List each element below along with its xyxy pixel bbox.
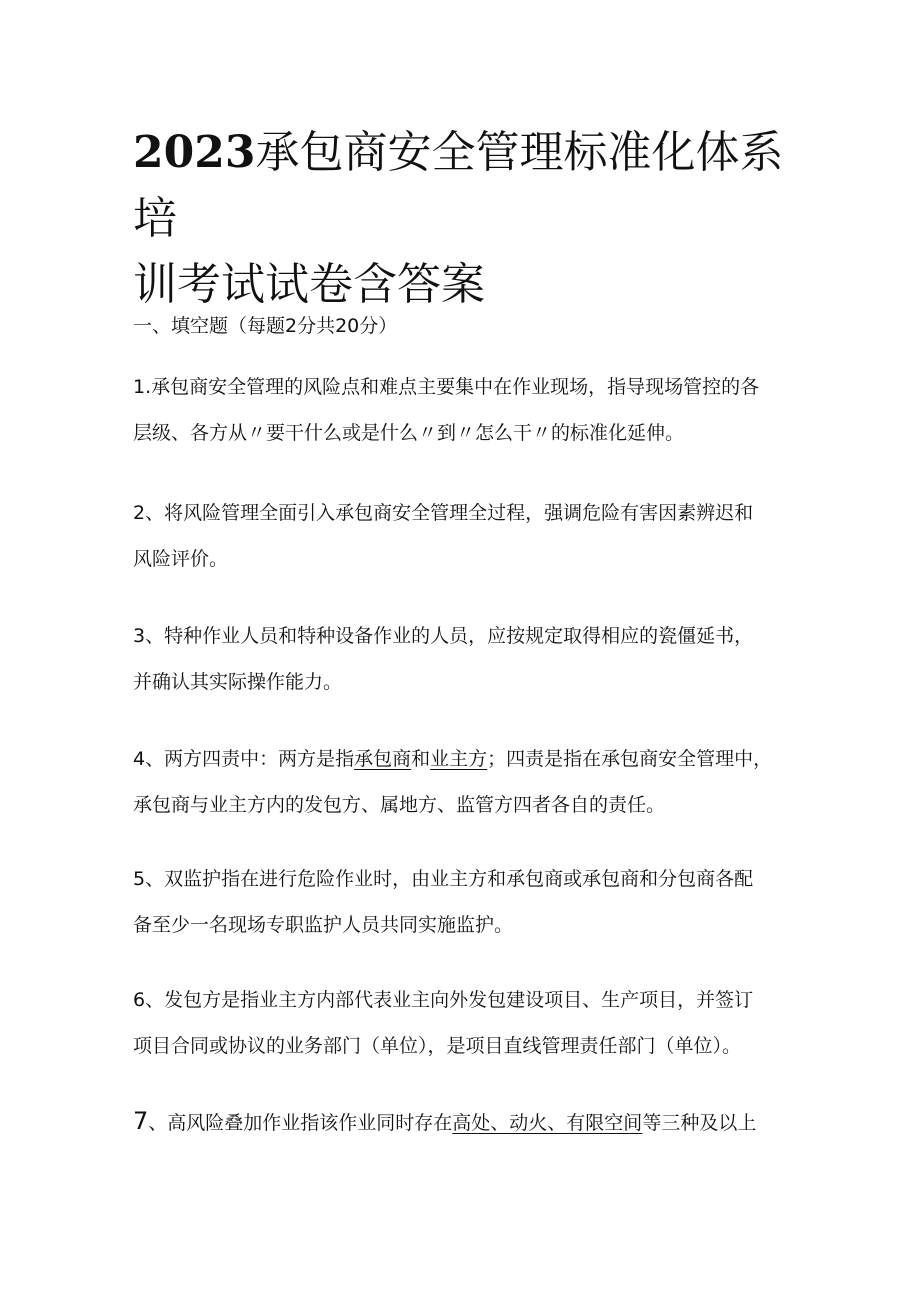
answer-blank-owner: 业主方: [430, 748, 488, 770]
question-6-line-2: 项目合同或协议的业务部门（单位），是项目直线管理责任部门（单位）。: [133, 1035, 742, 1057]
section-heading: 一、填空题（每题2分共20分）: [133, 315, 398, 337]
question-2: [133, 490, 813, 582]
question-6-line-1: 6、发包方是指业主方内部代表业主向外发包建设项目、生产项目，并签订: [133, 989, 754, 1011]
question-4-text-c: ；四责是指在承包商安全管理中，: [487, 748, 773, 770]
answer-blank-contractor: 承包商: [354, 748, 412, 770]
question-7: [133, 1098, 813, 1146]
question-2-line-2: 风险评价。: [133, 548, 229, 570]
question-1: [133, 364, 813, 456]
question-2-line-1: 2、将风险管理全面引入承包商安全管理全过程，强调危险有害因素辨迟和: [133, 502, 754, 524]
question-5: [133, 856, 813, 948]
question-4-line-1: [133, 736, 813, 782]
document-title: [133, 120, 813, 318]
question-3-line-2: 并确认其实际操作能力。: [133, 671, 343, 693]
question-1-line-2: 层级、各方从〃要干什么或是什么〃到〃怎么干〃的标准化延伸。: [133, 422, 685, 444]
question-4-text-b: 和: [411, 748, 431, 770]
question-4: [133, 736, 813, 828]
question-1-line-1: 1.承包商安全管理的风险点和难点主要集中在作业现场，指导现场管控的各: [133, 376, 760, 398]
title-year: 2023: [133, 127, 256, 178]
title-line2: 训考试试卷含答案: [133, 259, 485, 310]
question-7-text-a: 、高风险叠加作业指该作业同时存在: [148, 1112, 453, 1134]
question-5-line-2: 备至少一名现场专职监护人员共同实施监护。: [133, 914, 514, 936]
question-7-number: 7: [133, 1107, 149, 1135]
question-4-text-a: 4、两方四责中：两方是指: [133, 748, 355, 770]
answer-blank-hazards: 高处、动火、有限空间: [452, 1112, 643, 1134]
question-3: [133, 613, 813, 705]
title-line1-rest: 承包商安全管理标准化体系培: [133, 127, 784, 244]
question-7-line-1: [133, 1098, 813, 1146]
question-4-line-2: 承包商与业主方内的发包方、属地方、监管方四者各自的责任。: [133, 794, 666, 816]
question-7-text-b: 等三种及以上: [642, 1112, 757, 1134]
question-6: [133, 977, 813, 1069]
question-5-line-1: 5、双监护指在进行危险作业时，由业主方和承包商或承包商和分包商各配: [133, 868, 754, 890]
question-3-line-1: 3、特种作业人员和特种设备作业的人员，应按规定取得相应的瓷僵延书，: [133, 625, 754, 647]
